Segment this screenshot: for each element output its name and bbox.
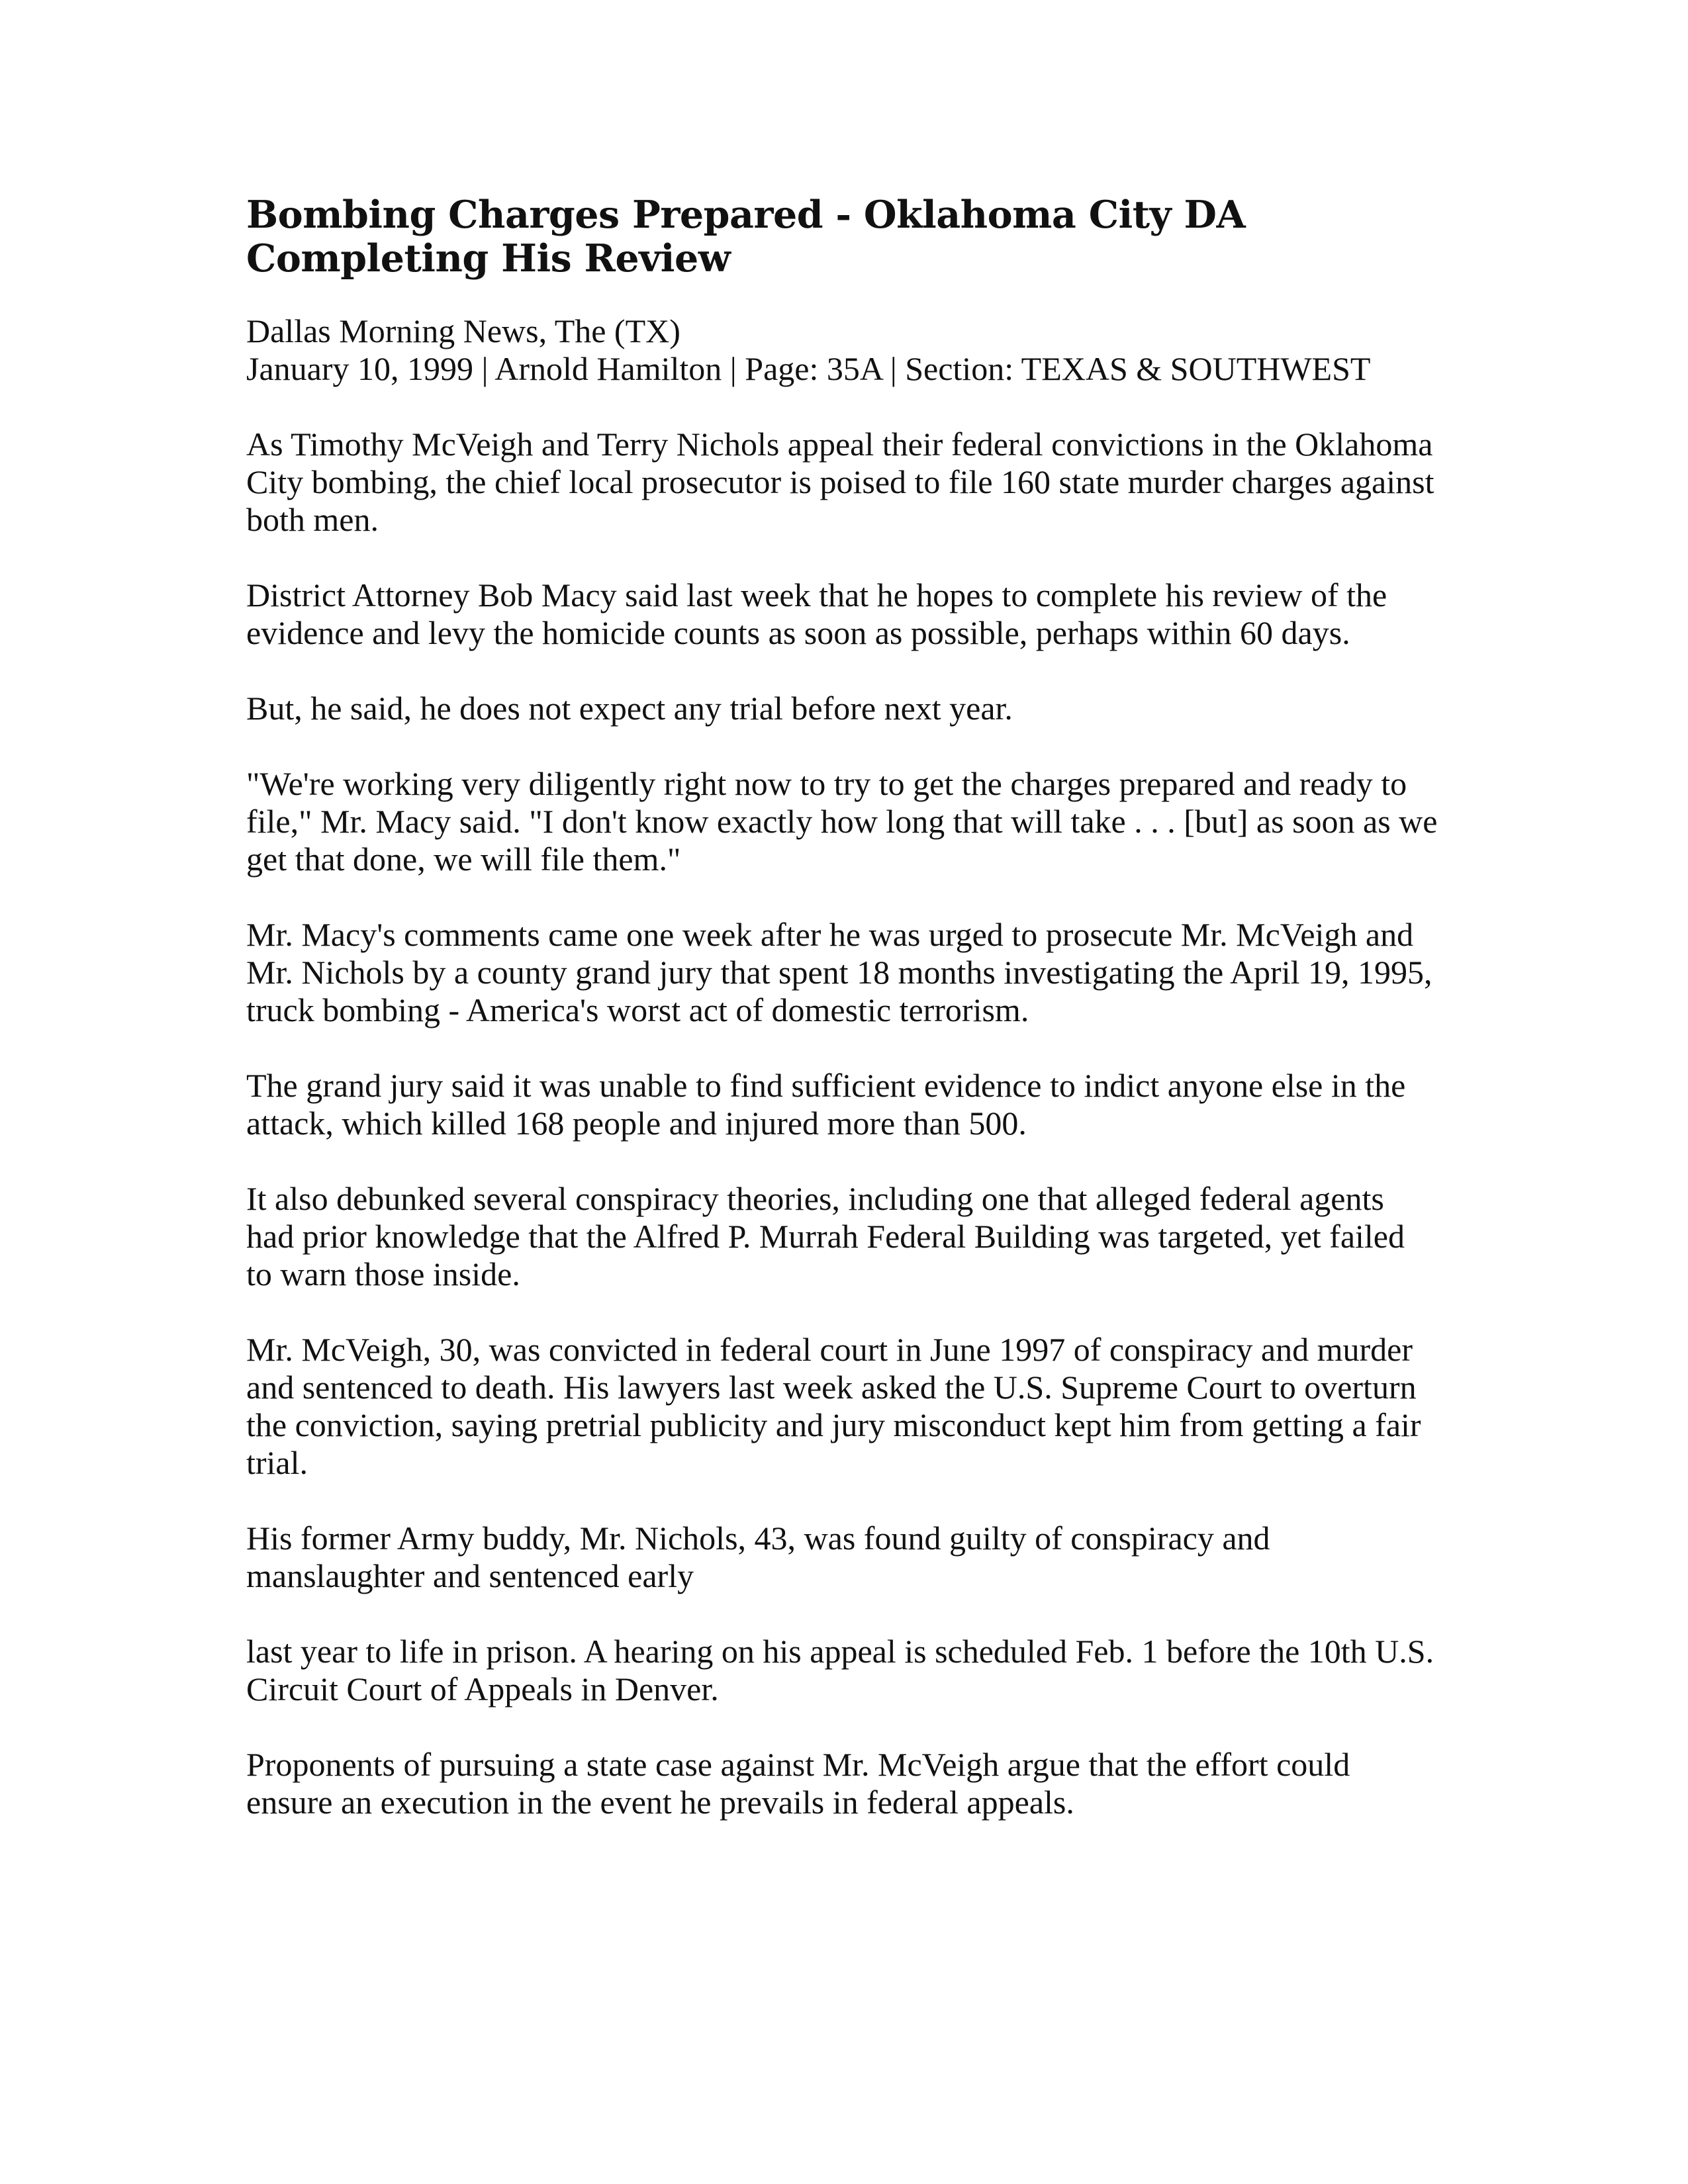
article-paragraph: The grand jury said it was unable to find sufficient evidence to indict anyone else in the attack, which killed 168 people and injured more than 500. xyxy=(246,1067,1406,1142)
article-paragraph: Mr. Macy's comments came one week after he was urged to prosecute Mr. McVeigh and Mr. Nichols by a county grand jury that spent 18 months investigating the April 19, 1995, truck bombing - America's worst act of domestic terrorism. xyxy=(246,916,1432,1028)
article-page xyxy=(246,193,1438,1859)
article-paragraph: "We're working very diligently right now to try to get the charges prepared and ready to file," Mr. Macy said. "I don't know exactly how long that will take . . . [but] as soon as we get that done, we will file them." xyxy=(246,765,1438,878)
article-paragraph: But, he said, he does not expect any trial before next year. xyxy=(246,690,1013,727)
article-paragraph: last year to life in prison. A hearing on his appeal is scheduled Feb. 1 before the 10th U.S. Circuit Court of Appeals in Denver. xyxy=(246,1633,1434,1707)
article-meta xyxy=(246,312,1438,388)
article-paragraph: District Attorney Bob Macy said last week that he hopes to complete his review of the evidence and levy the homicide counts as soon as possible, perhaps within 60 days. xyxy=(246,576,1387,651)
article-headline: Bombing Charges Prepared - Oklahoma City DA Completing His Review xyxy=(246,193,1246,281)
article-byline: January 10, 1999 | Arnold Hamilton | Page: 35A | Section: TEXAS & SOUTHWEST xyxy=(246,350,1371,387)
article-paragraph: His former Army buddy, Mr. Nichols, 43, was found guilty of conspiracy and manslaughter and sentenced early xyxy=(246,1520,1270,1594)
article-paragraph: Proponents of pursuing a state case against Mr. McVeigh argue that the effort could ensure an execution in the event he prevails in federal appeals. xyxy=(246,1746,1350,1821)
article-source: Dallas Morning News, The (TX) xyxy=(246,312,680,349)
article-paragraph: It also debunked several conspiracy theories, including one that alleged federal agents had prior knowledge that the Alfred P. Murrah Federal Building was targeted, yet failed to warn those inside. xyxy=(246,1180,1405,1293)
article-paragraph: Mr. McVeigh, 30, was convicted in federal court in June 1997 of conspiracy and murder and sentenced to death. His lawyers last week asked the U.S. Supreme Court to overturn the conviction, saying pretrial publicity and jury misconduct kept him from getting a fair trial. xyxy=(246,1331,1421,1481)
article-body xyxy=(246,426,1438,1821)
article-paragraph: As Timothy McVeigh and Terry Nichols appeal their federal convictions in the Oklahoma City bombing, the chief local prosecutor is poised to file 160 state murder charges against both men. xyxy=(246,426,1434,538)
